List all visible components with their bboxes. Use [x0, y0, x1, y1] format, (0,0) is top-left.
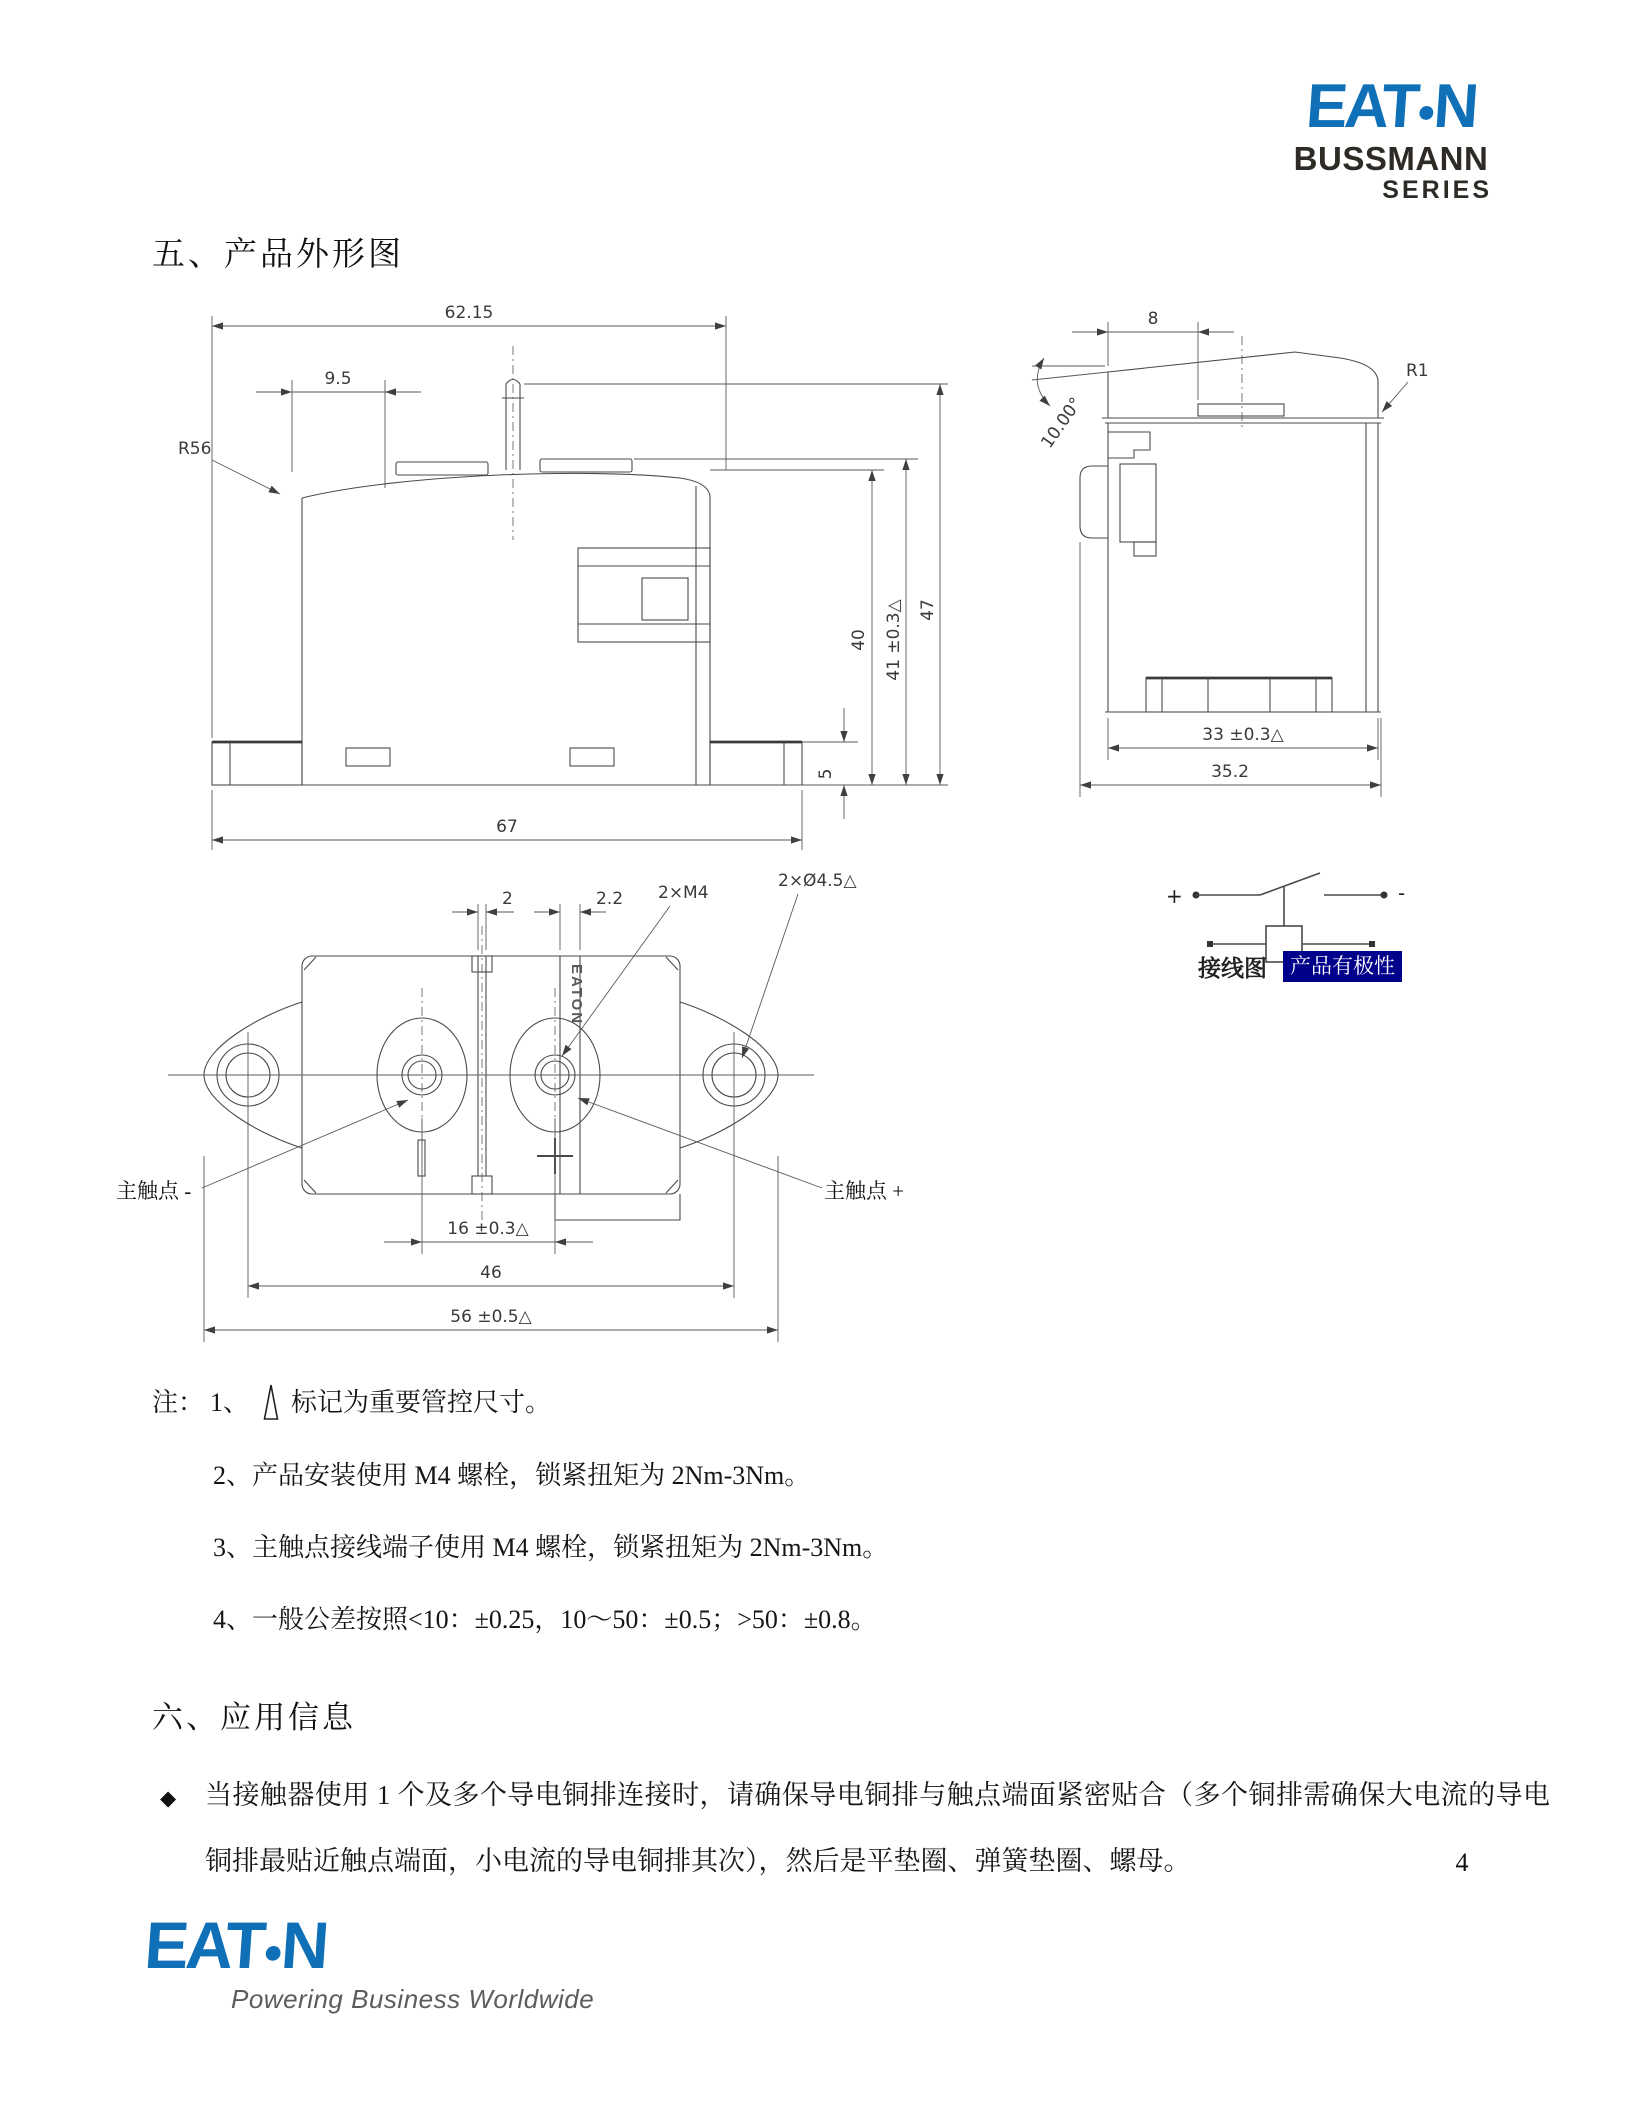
footer-tagline: Powering Business Worldwide — [231, 1984, 595, 2014]
note-1 — [152, 1382, 551, 1419]
section6-title: 六、应用信息 — [152, 1700, 356, 1735]
bottom-view-outline — [168, 926, 814, 1220]
radius-r1: R1 — [1406, 361, 1429, 381]
page-number: 4 — [1455, 1848, 1469, 1877]
footer-eaton-logo: EAT●N — [142, 1908, 329, 1982]
dim-5: 5 — [816, 768, 836, 780]
bottom-view-drawing — [110, 868, 920, 1368]
hole-label: 2×Ø4.5△ — [778, 871, 857, 891]
radius-r56: R56 — [178, 439, 212, 459]
note-4-text: 4、一般公差按照<10：±0.25，10～50：±0.5；>50：±0.8。 — [213, 1605, 877, 1634]
front-view-dimensions — [178, 303, 948, 850]
note-1-text: 标记为重要管控尺寸。 — [291, 1388, 552, 1417]
note-1-number: 1、 — [210, 1388, 250, 1417]
dim-16: 16 ±0.3△ — [447, 1219, 529, 1239]
dim-46: 46 — [480, 1263, 502, 1283]
note-2 — [213, 1455, 810, 1492]
wiring-caption-row — [1198, 950, 1402, 983]
eaton-logo: EAT●N — [1303, 72, 1479, 141]
front-view-outline — [212, 346, 802, 785]
note-3-text: 3、主触点接线端子使用 M4 螺栓，锁紧扭矩为 2Nm-3Nm。 — [213, 1533, 889, 1562]
dim-67: 67 — [496, 817, 518, 837]
switch-symbol — [1166, 873, 1405, 926]
application-info-paragraph: 当接触器使用 1 个及多个导电铜排连接时，请确保导电铜排与触点端面紧密贴合（多个铜排需确保大电流的导电铜排最贴近触点端面，小电流的导电铜排其次），然后是平垫圈、弹簧垫圈、螺母。 — [205, 1780, 1550, 1876]
note-2-text: 2、产品安装使用 M4 螺栓，锁紧扭矩为 2Nm-3Nm。 — [213, 1461, 811, 1490]
note-prefix: 注： — [152, 1388, 205, 1417]
dim-2: 2 — [502, 889, 513, 909]
important-dim-triangle-icon — [263, 1383, 279, 1421]
molded-minus-mark — [418, 1140, 425, 1176]
side-view-dimensions — [1032, 309, 1429, 797]
note-3 — [213, 1527, 888, 1564]
dim-2-2: 2.2 — [596, 889, 624, 909]
thread-label: 2×M4 — [658, 883, 709, 903]
side-view-outline — [1080, 336, 1384, 712]
bottom-view-dimensions — [116, 871, 904, 1342]
dim-56: 56 ±0.5△ — [450, 1307, 532, 1327]
bullet-diamond-icon: ◆ — [160, 1786, 177, 1810]
series-label: SERIES — [1382, 176, 1492, 204]
front-view-drawing — [150, 280, 950, 865]
terminal-pos-label: 主触点 + — [824, 1179, 905, 1203]
angle-10deg: 10.00° — [1037, 393, 1087, 453]
bussmann-label: BUSSMANN — [1293, 140, 1489, 177]
molded-eaton-logo: EATON — [568, 964, 585, 1026]
terminal-neg-label: 主触点 - — [116, 1179, 192, 1203]
wiring-plus-label: + — [1166, 884, 1183, 908]
dim-41: 41 ±0.3△ — [884, 599, 904, 681]
note-4 — [213, 1599, 877, 1636]
brand-block — [1288, 72, 1494, 204]
dim-40: 40 — [849, 629, 869, 651]
dim-62-15: 62.15 — [444, 303, 494, 323]
footer-brand-block — [142, 1908, 595, 2015]
dim-47: 47 — [918, 599, 938, 621]
section5-title: 五、产品外形图 — [152, 237, 404, 273]
side-view-drawing — [1010, 280, 1450, 865]
wiring-diagram-label: 接线图 — [1198, 956, 1267, 981]
dim-9-5: 9.5 — [324, 369, 352, 389]
polarity-highlight: 产品有极性 — [1283, 951, 1402, 982]
dim-35-2: 35.2 — [1211, 762, 1249, 782]
dim-8: 8 — [1147, 309, 1159, 329]
wiring-minus-label: - — [1398, 881, 1406, 905]
dim-33: 33 ±0.3△ — [1202, 725, 1284, 745]
